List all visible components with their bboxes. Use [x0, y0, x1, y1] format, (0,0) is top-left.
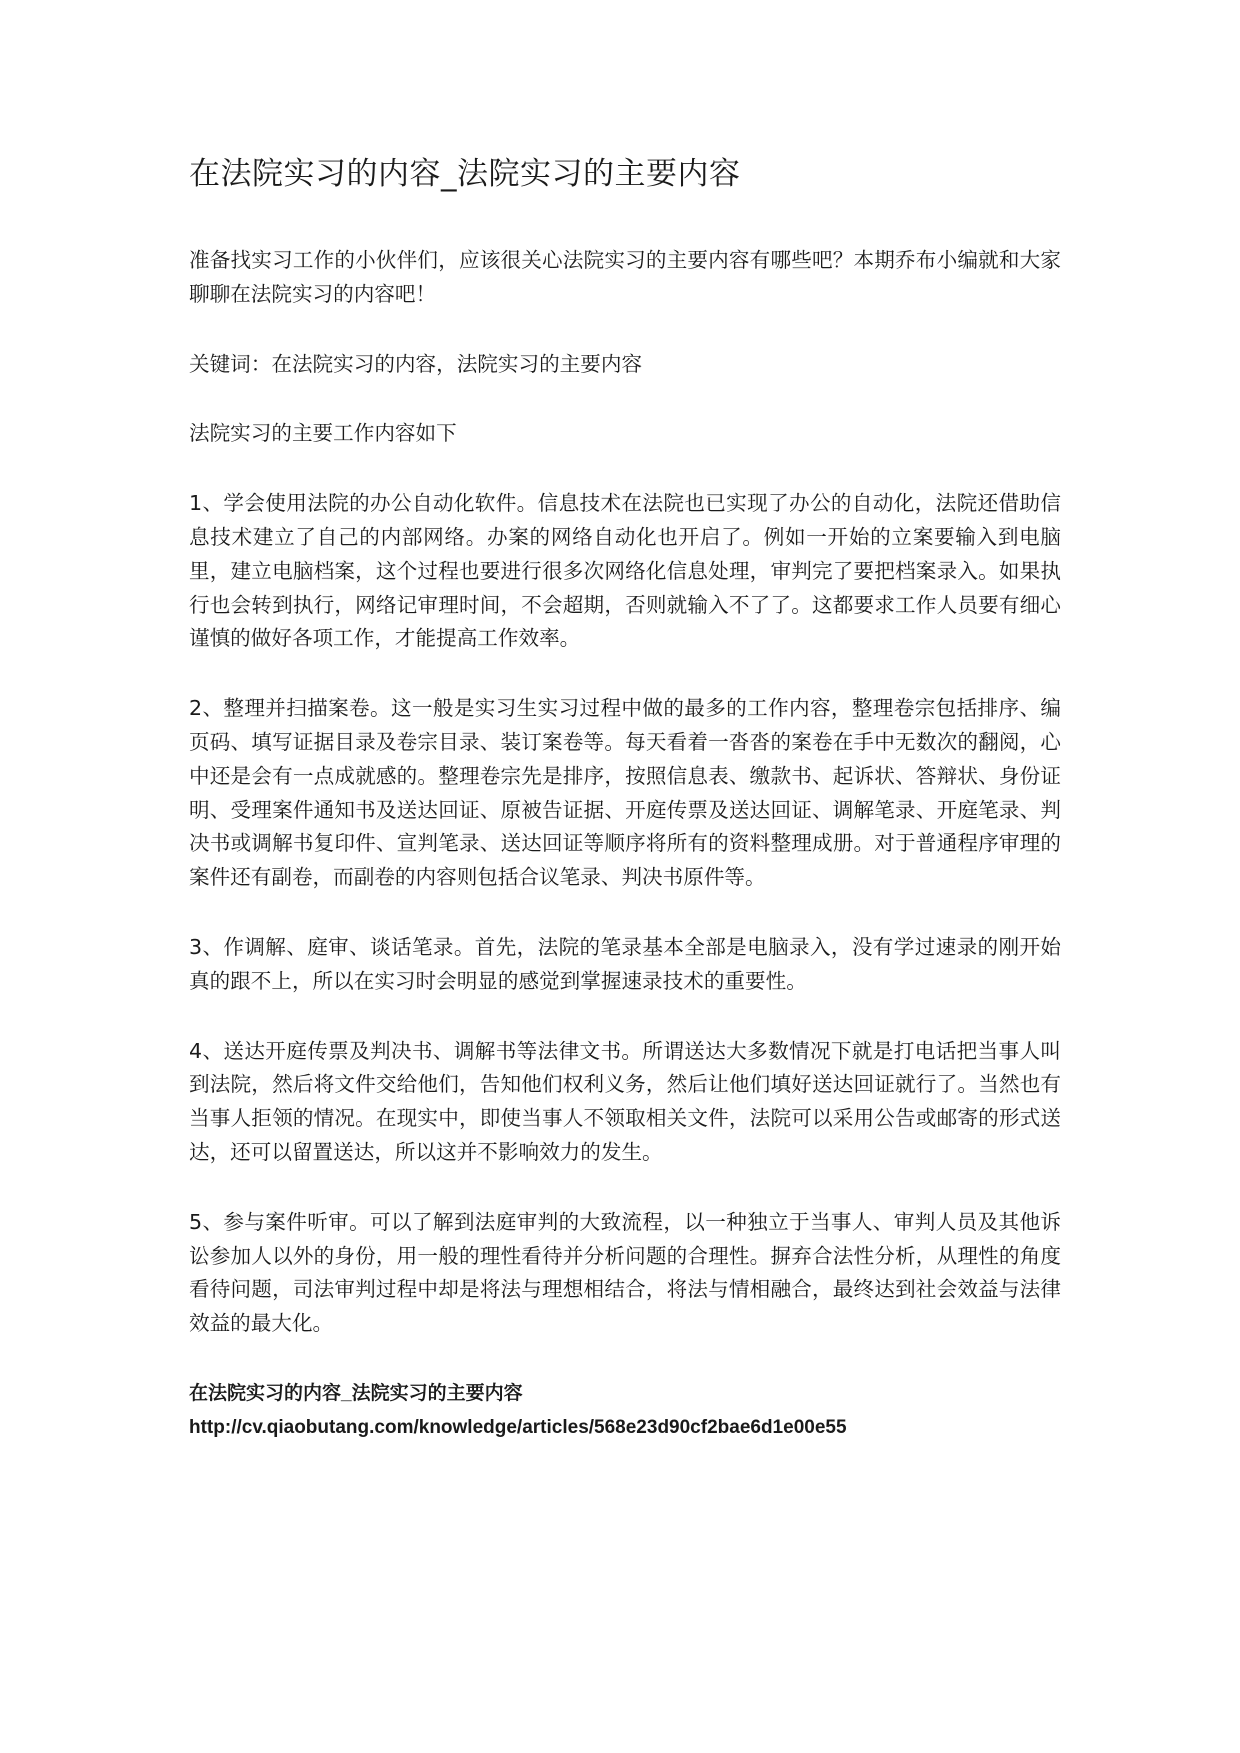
source-title: 在法院实习的内容_法院实习的主要内容	[189, 1382, 523, 1404]
document-title: 在法院实习的内容_法院实习的主要内容	[189, 156, 741, 192]
item-3-paragraph: 3、作调解、庭审、谈话笔录。首先，法院的笔录基本全部是电脑录入，没有学过速录的刚开始真的跟不上，所以在实习时会明显的感觉到掌握速录技术的重要性。	[189, 934, 1061, 993]
item-2-paragraph: 2、整理并扫描案卷。这一般是实习生实习过程中做的最多的工作内容，整理卷宗包括排序、编页码、填写证据目录及卷宗目录、装订案卷等。每天看着一沓沓的案卷在手中无数次的翻阅，心中还是会有一点成就感的。整理卷宗先是排序，按照信息表、缴款书、起诉状、答辩状、身份证明、受理案件通知书及送达回证、原被告证据、开庭传票及送达回证、调解笔录、开庭笔录、判决书或调解书复印件、宣判笔录、送达回证等顺序将所有的资料整理成册。对于普通程序审理的案件还有副卷，而副卷的内容则包括合议笔录、判决书原件等。	[189, 696, 1061, 890]
item-4-paragraph: 4、送达开庭传票及判决书、调解书等法律文书。所谓送达大多数情况下就是打电话把当事人叫到法院，然后将文件交给他们，告知他们权利义务，然后让他们填好送达回证就行了。当然也有当事人拒领的情况。在现实中，即使当事人不领取相关文件，法院可以采用公告或邮寄的形式送达，还可以留置送达，所以这并不影响效力的发生。	[189, 1038, 1061, 1164]
keywords-paragraph: 关键词：在法院实习的内容，法院实习的主要内容	[189, 351, 643, 376]
intro-paragraph: 准备找实习工作的小伙伴们，应该很关心法院实习的主要内容有哪些吧？本期乔布小编就和大家聊聊在法院实习的内容吧！	[189, 248, 1061, 306]
section-heading-paragraph: 法院实习的主要工作内容如下	[189, 421, 457, 446]
item-1-paragraph: 1、学会使用法院的办公自动化软件。信息技术在法院也已实现了办公的自动化，法院还借助信息技术建立了自己的内部网络。办案的网络自动化也开启了。例如一开始的立案要输入到电脑里，建立电脑档案，这个过程也要进行很多次网络化信息处理，审判完了要把档案录入。如果执行也会转到执行，网络记审理时间，不会超期，否则就输入不了了。这都要求工作人员要有细心谨慎的做好各项工作，才能提高工作效率。	[189, 491, 1061, 651]
source-block	[189, 1377, 1061, 1445]
source-url-link[interactable]: http://cv.qiaobutang.com/knowledge/articles/568e23d90cf2bae6d1e00e55	[189, 1416, 847, 1438]
item-5-paragraph: 5、参与案件听审。可以了解到法庭审判的大致流程，以一种独立于当事人、审判人员及其他诉讼参加人以外的身份，用一般的理性看待并分析问题的合理性。摒弃合法性分析，从理性的角度看待问题，司法审判过程中却是将法与理想相结合，将法与情相融合，最终达到社会效益与法律效益的最大化。	[189, 1209, 1061, 1336]
document-page	[189, 150, 1061, 1445]
